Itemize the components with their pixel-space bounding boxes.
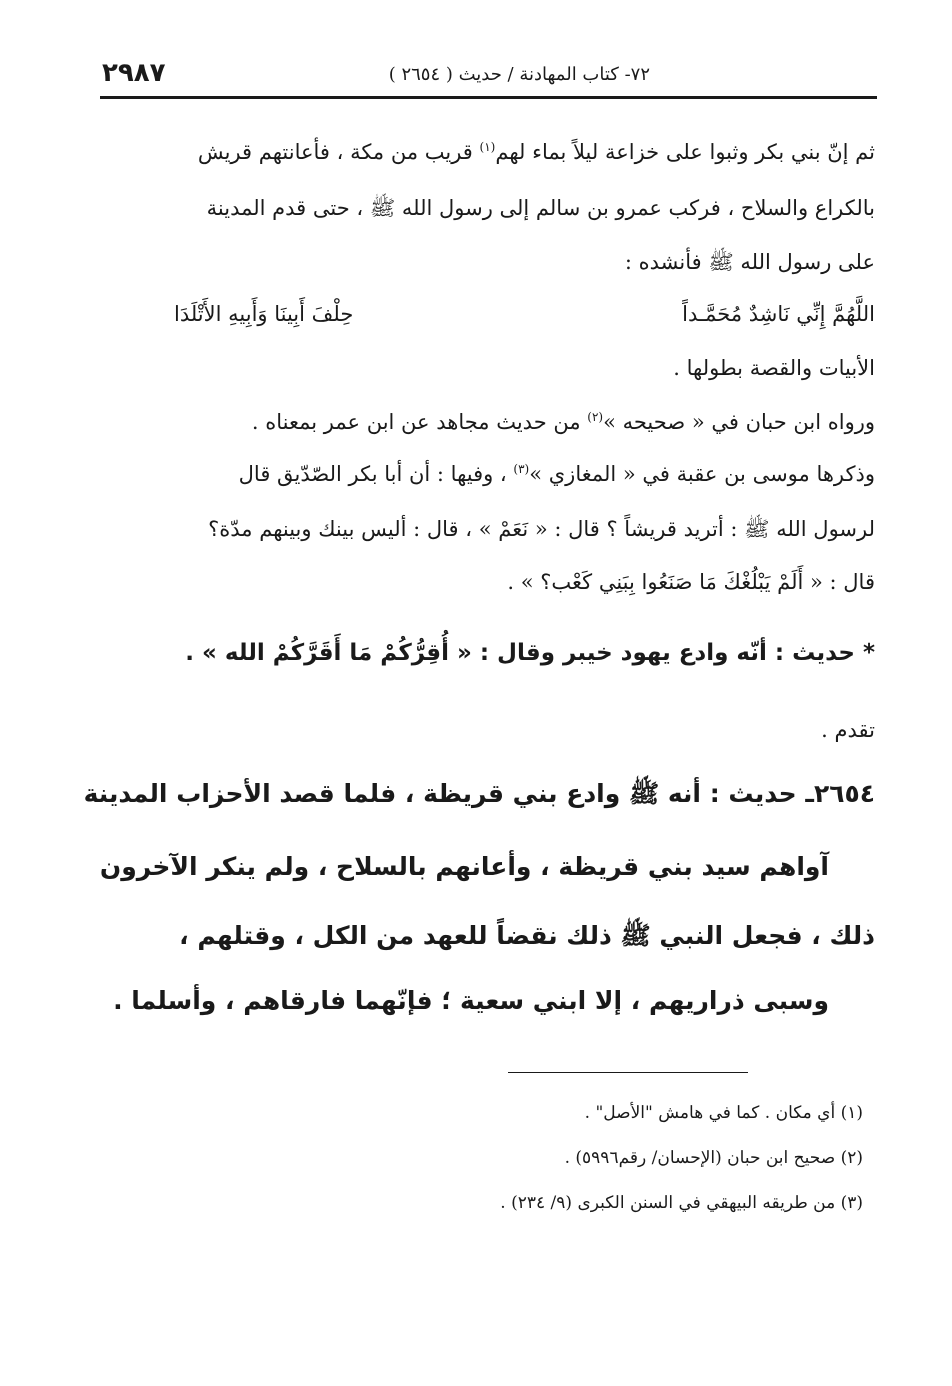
body-line: تقدم . <box>821 718 875 742</box>
footnote: (٣) من طريقه البيهقي في السنن الكبرى (٩/ ٢٣٤) . <box>500 1193 863 1213</box>
body-line: الأبيات والقصة بطولها . <box>673 356 875 380</box>
body-line: على رسول الله ﷺ فأنشده : <box>624 250 875 274</box>
hadith-line: ٢٦٥٤ـ حديث : أنه ﷺ وادع بني قريظة ، فلما قصد الأحزاب المدينة <box>83 779 875 808</box>
footnote-ref: (٣) <box>513 462 530 476</box>
footnote-separator <box>508 1072 748 1073</box>
hadith-line: ذلك ، فجعل النبي ﷺ ذلك نقضاً للعهد من الكل ، وقتلهم ، <box>179 921 875 950</box>
footnote-ref: (٢) <box>587 410 604 424</box>
body-line <box>239 462 875 486</box>
body-line: قال : « أَلَمْ يَبْلُغْكَ مَا صَنَعُوا بِبَنِي كَعْب؟ » . <box>507 570 875 594</box>
body-line <box>252 410 875 434</box>
verse-hemistich-right: اللَّهُمَّ إِنِّي نَاشِدٌ مُحَمَّـداً <box>682 302 875 326</box>
hadith-heading: * حديث : أنّه وادع يهود خيبر وقال : « أُقِرُّكُمْ مَا أَقَرَّكُمْ الله » . <box>185 640 875 666</box>
hadith-line: آواهم سيد بني قريظة ، وأعانهم بالسلاح ، ولم ينكر الآخرون <box>99 852 829 881</box>
text-run: ثم إنّ بني بكر وثبوا على خزاعة ليلاً بماء لهم <box>495 140 875 164</box>
verse-hemistich-left: حِلْفَ أَبِينَا وَأَبِيهِ الأَتْلَدَا <box>174 302 354 326</box>
page-header <box>100 58 877 99</box>
body-line: لرسول الله ﷺ : أتريد قريشاً ؟ قال : « نَعَمْ » ، قال : أليس بينك وبينهم مدّة؟ <box>208 517 875 541</box>
page-number: ٢٩٨٧ <box>102 58 166 88</box>
hadith-line: وسبى ذراريهم ، إلا ابني سعية ؛ فإنّهما فارقاهم ، وأسلما . <box>113 986 829 1015</box>
text-run: من حديث مجاهد عن ابن عمر بمعناه . <box>251 410 588 434</box>
text-run: قريب من مكة ، فأعانتهم قريش <box>197 140 480 164</box>
body-line <box>198 140 875 164</box>
footnote: (١) أي مكان . كما في هامش "الأصل" . <box>584 1103 863 1123</box>
footnote: (٢) صحيح ابن حبان (الإحسان/ رقم٥٩٩٦) . <box>564 1148 863 1168</box>
text-run: ، وفيها : أن أبا بكر الصّدّيق قال <box>238 462 514 486</box>
body-line: بالكراع والسلاح ، فركب عمرو بن سالم إلى رسول الله ﷺ ، حتى قدم المدينة <box>206 196 875 220</box>
running-head: ٧٢- كتاب المهادنة / حديث ( ٢٦٥٤ ) <box>388 64 650 85</box>
text-run: ورواه ابن حبان في « صحيحه » <box>603 410 875 434</box>
text-run: وذكرها موسى بن عقبة في « المغازي » <box>529 462 875 486</box>
footnote-ref: (١) <box>479 140 496 154</box>
